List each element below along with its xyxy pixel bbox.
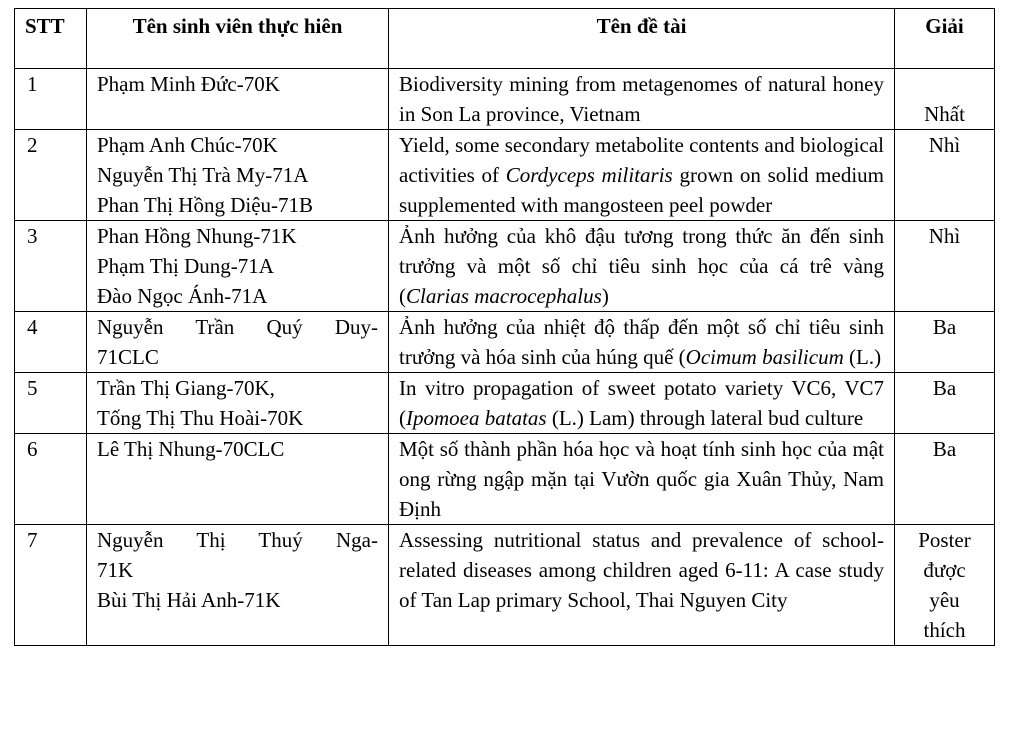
species-name: Clarias macrocephalus — [406, 284, 602, 308]
header-row — [15, 9, 995, 69]
row-number: 1 — [15, 69, 87, 130]
student-name: Lê Thị Nhung-70CLC — [97, 437, 285, 461]
row-number: 5 — [15, 373, 87, 434]
student-name: Đào Ngọc Ánh-71A — [97, 284, 268, 308]
species-name: Ipomoea batatas — [406, 406, 547, 430]
table-row — [15, 69, 995, 130]
species-name: Ocimum basilicum — [685, 345, 844, 369]
award-table — [14, 8, 995, 646]
student-name: 71K — [97, 558, 134, 582]
table-row — [15, 221, 995, 312]
header-stt: STT — [15, 9, 87, 69]
prize: Nhất — [895, 69, 995, 130]
student-name: Phạm Minh Đức-70K — [97, 72, 280, 96]
species-name: Cordyceps militaris — [505, 163, 673, 187]
title-text: ) — [601, 284, 609, 308]
student-names — [87, 434, 389, 525]
topic-title — [389, 130, 895, 221]
student-names — [87, 221, 389, 312]
prize — [895, 525, 995, 646]
student-names — [87, 373, 389, 434]
title-text: (L.) — [843, 345, 882, 369]
student-name: Phạm Thị Dung-71A — [97, 254, 274, 278]
prize-line: yêu — [929, 588, 960, 612]
title-text: Ảnh hưởng của khô đậu tương trong thức ăn đến sinh trưởng và một số chỉ tiêu sinh học của cá trê vàng ( — [399, 224, 884, 308]
prize: Nhì — [895, 221, 995, 312]
student-names — [87, 69, 389, 130]
title-text: Ảnh hưởng của nhiệt độ thấp đến một số chỉ tiêu sinh trưởng và hóa sinh của húng quế ( — [399, 315, 884, 369]
title-text: grown on solid medium supplemented with mangosteen peel powder — [399, 163, 884, 217]
header-prize: Giải — [895, 9, 995, 69]
title-text: Một số thành phần hóa học và hoạt tính sinh học của mật ong rừng ngập mặn tại Vườn quốc gia Xuân Thủy, Nam Định — [399, 437, 884, 521]
topic-title — [389, 312, 895, 373]
prize-line: Poster — [918, 528, 971, 552]
header-students: Tên sinh viên thực hiên — [87, 9, 389, 69]
prize: Nhì — [895, 130, 995, 221]
row-number: 7 — [15, 525, 87, 646]
row-number: 4 — [15, 312, 87, 373]
student-name: 71CLC — [97, 345, 159, 369]
title-text: In vitro propagation of sweet potato variety VC6, VC7 ( — [399, 376, 884, 430]
student-name: Bùi Thị Hải Anh-71K — [97, 588, 281, 612]
topic-title — [389, 69, 895, 130]
row-number: 3 — [15, 221, 87, 312]
student-name: Nguyễn Thị Trà My-71A — [97, 163, 309, 187]
title-text: (L.) Lam) through lateral bud culture — [546, 406, 864, 430]
prize-line: thích — [923, 618, 966, 642]
topic-title — [389, 221, 895, 312]
topic-title — [389, 434, 895, 525]
table-row — [15, 525, 995, 646]
student-name: Tống Thị Thu Hoài-70K — [97, 406, 304, 430]
student-name: Nguyễn Trần Quý Duy- — [97, 315, 378, 339]
student-name: Trần Thị Giang-70K, — [97, 376, 275, 400]
topic-title — [389, 525, 895, 646]
student-name: Nguyễn Thị Thuý Nga- — [97, 528, 378, 552]
prize: Ba — [895, 312, 995, 373]
title-text: Yield, some secondary metabolite contents and biological activities of — [399, 133, 884, 187]
student-name: Phan Hồng Nhung-71K — [97, 224, 297, 248]
student-names — [87, 525, 389, 646]
student-names — [87, 130, 389, 221]
student-name: Phan Thị Hồng Diệu-71B — [97, 193, 314, 217]
table-row — [15, 434, 995, 525]
prize: Ba — [895, 373, 995, 434]
table-row — [15, 312, 995, 373]
prize: Ba — [895, 434, 995, 525]
topic-title — [389, 373, 895, 434]
student-names — [87, 312, 389, 373]
student-name: Phạm Anh Chúc-70K — [97, 133, 278, 157]
title-text: Biodiversity mining from metagenomes of natural honey in Son La province, Vietnam — [399, 72, 884, 126]
table-row — [15, 130, 995, 221]
row-number: 6 — [15, 434, 87, 525]
title-text: Assessing nutritional status and prevalence of school-related diseases among children aged 6-11: A case study of Tan Lap primary School, Thai Nguyen City — [399, 528, 884, 612]
prize-line: được — [923, 558, 966, 582]
table-row — [15, 373, 995, 434]
row-number: 2 — [15, 130, 87, 221]
header-topic: Tên đề tài — [389, 9, 895, 69]
